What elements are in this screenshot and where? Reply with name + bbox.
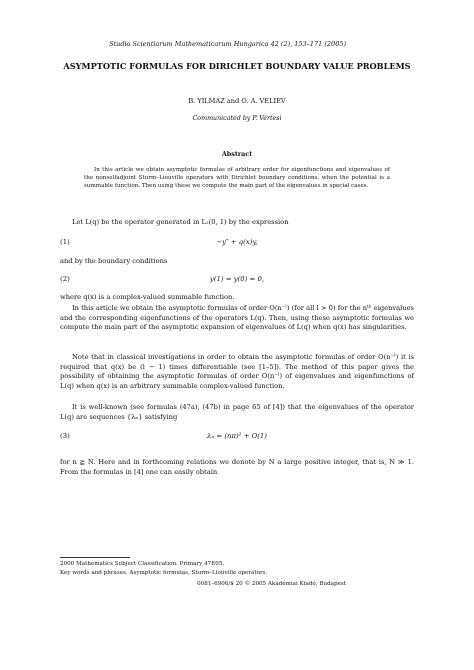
communicated-by: Communicated by P. Vértesi (192, 115, 282, 122)
equation-1 (60, 238, 414, 250)
abstract-text: In this article we obtain asymptotic formulas of arbitrary order for eigenfunctions and eigenvalues of the nonselfadjoint Sturm–Liouville operators with Dirichlet boundary conditions, when the potential is a summable function. Then using these we compute the main part of the eigenvalues in special cases. (84, 167, 390, 190)
paragraph-well-known: It is well-known (see formulas (47a), (47b) in page 65 of [4]) that the eigenvalues of the operator L(q) are sequences {λₙ} satisfying (60, 403, 414, 421)
paragraph-article: In this article we obtain the asymptotic formulas of order O(n⁻ˡ) (for all l > 0) for the nᵗʰ eigenvalues and the corresponding eigenfunctions of the operators L(q). Then, using these asymptotic formulas we compute the main part of the asymptotic expansion of eigenvalues of L(q) when q(x) has singularities. (60, 304, 414, 332)
equation-number: (1) (60, 238, 70, 246)
journal-header: Studia Scientiarum Mathematicarum Hungarica 42 (2), 153–171 (2005) (109, 40, 346, 48)
abstract-heading: Abstract (221, 150, 253, 158)
equation-body: λₙ = (nπ)² + O(1) (207, 432, 267, 440)
equation-2 (60, 275, 414, 287)
paragraph-boundary: and by the boundary conditions (60, 257, 168, 265)
footnote-keywords: Key words and phrases. Asymptotic formulas, Sturm–Liouville operators. (60, 570, 268, 576)
equation-body: −y″ + q(x)y, (216, 238, 258, 246)
authors: B. YILMAZ and O. A. VELIEV (188, 97, 286, 105)
paragraph-for-n: for n ≧ N. Here and in forthcoming relations we denote by N a large positive integer, that is, N ≫ 1. From the formulas in [4] one can easily obtain (60, 458, 414, 476)
paragraph-where: where q(x) is a complex-valued summable function. (60, 293, 235, 301)
paragraph-note: Note that in classical investigations in order to obtain the asymptotic formulas of order O(n⁻ˡ) it is required that q(x) be (l − 1) times differentiable (see [1–5]). The method of this paper gives the possibility of obtaining the asymptotic formulas of order O(n⁻ˡ) of eigenvalues and eigenfunctions of L(q) when q(x) is an arbitrary summable complex-valued function. (60, 353, 414, 390)
equation-number: (3) (60, 432, 70, 440)
footnote-msc: 2000 Mathematics Subject Classification. Primary 47E05. (60, 561, 225, 567)
paragraph-intro: Let L(q) be the operator generated in L₂(0, 1) by the expression (72, 218, 289, 226)
footnote-rule (60, 557, 130, 558)
paper-title: ASYMPTOTIC FORMULAS FOR DIRICHLET BOUNDARY VALUE PROBLEMS (63, 61, 411, 71)
copyright-line: 0081–6906/$ 20 © 2005 Akadémiai Kiadó, Budapest (197, 581, 346, 587)
equation-3 (60, 432, 414, 444)
equation-body: y(1) = y(0) = 0, (209, 275, 265, 283)
equation-number: (2) (60, 275, 70, 283)
